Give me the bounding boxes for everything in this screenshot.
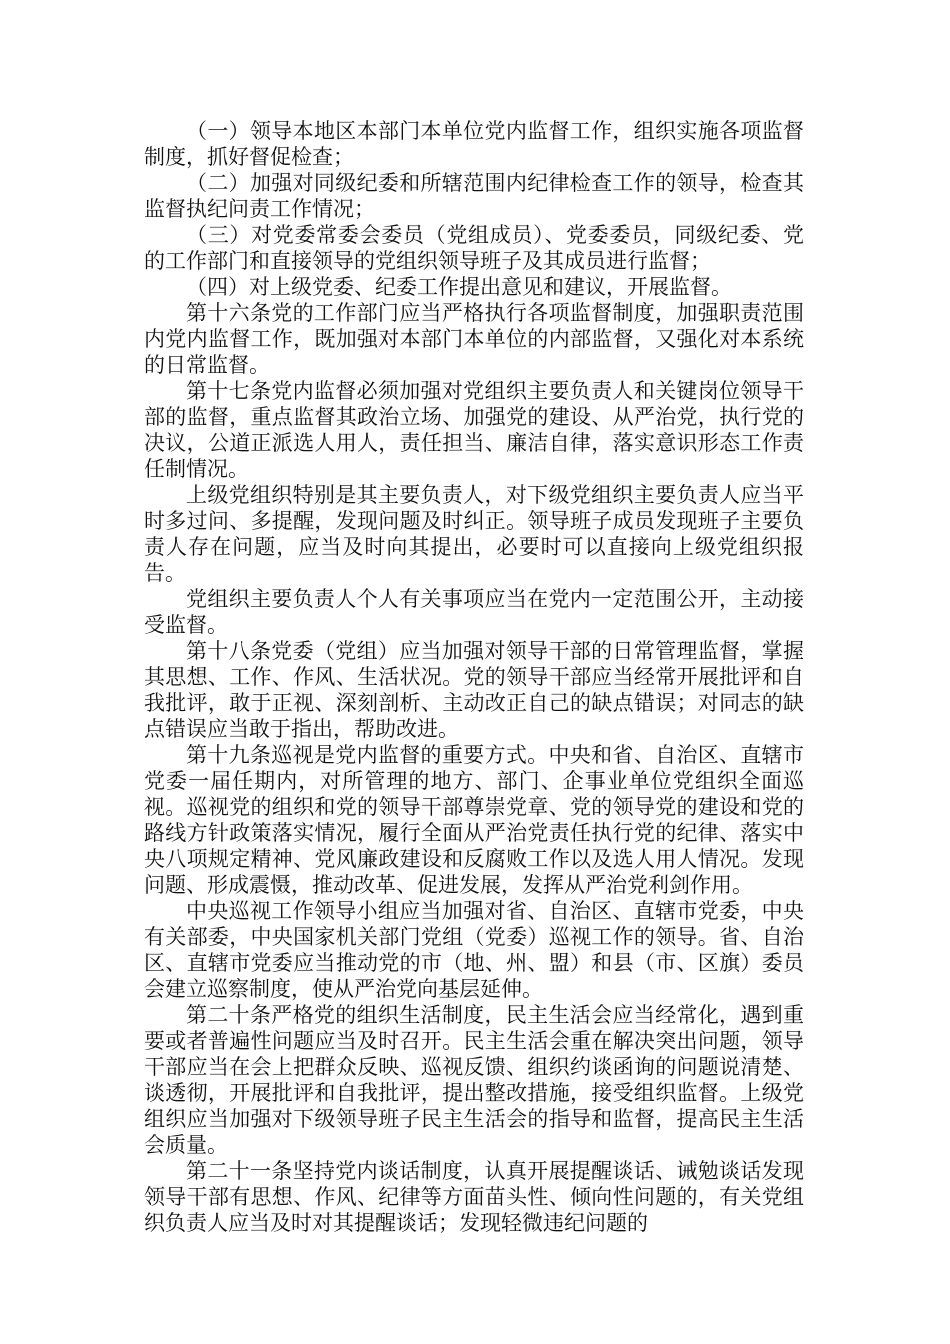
paragraph-article-16: 第十六条党的工作部门应当严格执行各项监督制度，加强职责范围内党内监督工作，既加强对本部门本单位的内部监督，又强化对本系统的日常监督。 xyxy=(144,301,804,377)
paragraph-article-18: 第十八条党委（党组）应当加强对领导干部的日常管理监督，掌握其思想、工作、作风、生活状况。党的领导干部应当经常开展批评和自我批评，敢于正视、深刻剖析、主动改正自己的缺点错误；对同志的缺点错误应当敢于指出，帮助改进。 xyxy=(144,639,804,741)
paragraph-2: （二）加强对同级纪委和所辖范围内纪律检查工作的领导，检查其监督执纪问责工作情况； xyxy=(144,171,804,221)
paragraph-article-17-c: 党组织主要负责人个人有关事项应当在党内一定范围公开，主动接受监督。 xyxy=(144,587,804,637)
paragraph-3: （三）对党委常委会委员（党组成员）、党委委员，同级纪委、党的工作部门和直接领导的党组织领导班子及其成员进行监督； xyxy=(144,223,804,273)
paragraph-article-17: 第十七条党内监督必须加强对党组织主要负责人和关键岗位领导干部的监督，重点监督其政治立场、加强党的建设、从严治党，执行党的决议，公道正派选人用人，责任担当、廉洁自律，落实意识形态工作责任制情况。 xyxy=(144,379,804,481)
paragraph-article-19-b: 中央巡视工作领导小组应当加强对省、自治区、直辖市党委，中央有关部委，中央国家机关部门党组（党委）巡视工作的领导。省、自治区、直辖市党委应当推动党的市（地、州、盟）和县（市、区旗）委员会建立巡察制度，使从严治党向基层延伸。 xyxy=(144,899,804,1001)
paragraph-1: （一）领导本地区本部门本单位党内监督工作，组织实施各项监督制度，抓好督促检查； xyxy=(144,119,804,169)
document-page xyxy=(144,118,804,1236)
paragraph-article-21: 第二十一条坚持党内谈话制度，认真开展提醒谈话、诫勉谈话发现领导干部有思想、作风、纪律等方面苗头性、倾向性问题的，有关党组织负责人应当及时对其提醒谈话；发现轻微违纪问题的 xyxy=(144,1159,804,1235)
paragraph-article-20: 第二十条严格党的组织生活制度，民主生活会应当经常化，遇到重要或者普遍性问题应当及时召开。民主生活会重在解决突出问题，领导干部应当在会上把群众反映、巡视反馈、组织约谈函询的问题说清楚、谈透彻，开展批评和自我批评，提出整改措施，接受组织监督。上级党组织应当加强对下级领导班子民主生活会的指导和监督，提高民主生活会质量。 xyxy=(144,1003,804,1157)
paragraph-article-17-b: 上级党组织特别是其主要负责人，对下级党组织主要负责人应当平时多过问、多提醒，发现问题及时纠正。领导班子成员发现班子主要负责人存在问题，应当及时向其提出，必要时可以直接向上级党组织报告。 xyxy=(144,483,804,585)
paragraph-article-19: 第十九条巡视是党内监督的重要方式。中央和省、自治区、直辖市党委一届任期内，对所管理的地方、部门、企事业单位党组织全面巡视。巡视党的组织和党的领导干部尊崇党章、党的领导党的建设和党的路线方针政策落实情况，履行全面从严治党责任执行党的纪律、落实中央八项规定精神、党风廉政建设和反腐败工作以及选人用人情况。发现问题、形成震慑，推动改革、促进发展，发挥从严治党利剑作用。 xyxy=(144,743,804,897)
paragraph-4: （四）对上级党委、纪委工作提出意见和建议，开展监督。 xyxy=(186,275,732,299)
